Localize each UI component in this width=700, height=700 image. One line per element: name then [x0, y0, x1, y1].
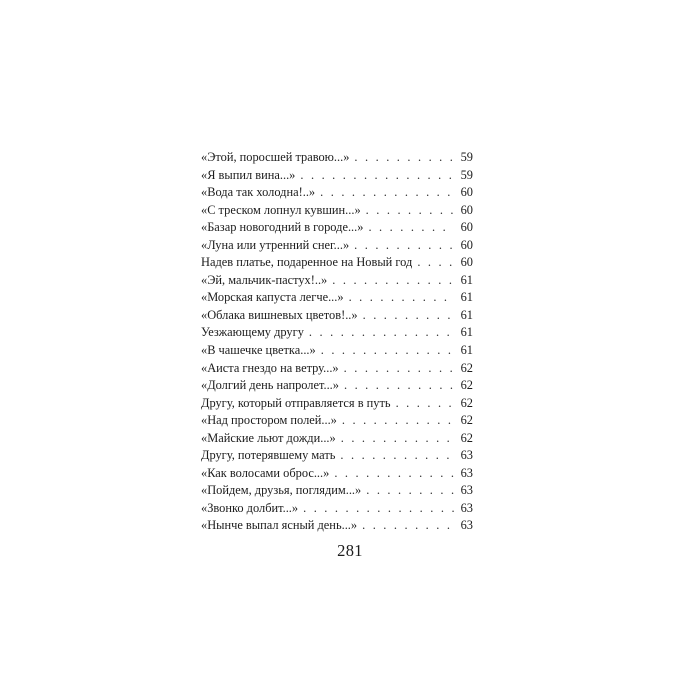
toc-entry: [201, 219, 473, 237]
toc-entry-page: 63: [460, 500, 473, 515]
toc-entry-page: 61: [460, 272, 473, 287]
dot-leader: [362, 517, 454, 535]
toc-entry-title: «Этой, поросшей травою...»: [201, 150, 350, 164]
dot-leader: [334, 465, 454, 483]
toc-entry: [201, 430, 473, 448]
toc-entry: [201, 237, 473, 255]
toc-entry-title: «Долгий день напролет...»: [201, 378, 339, 393]
toc-entry: [201, 360, 473, 378]
toc-entry-page: 63: [460, 483, 473, 498]
dot-leader: [344, 377, 454, 395]
toc-entry-title: «Как волосами оброс...»: [201, 465, 330, 480]
table-of-contents: [201, 149, 473, 535]
toc-entry-title: Другу, потерявшему мать: [201, 448, 336, 463]
toc-entry: [201, 395, 473, 413]
dot-leader: [300, 167, 454, 185]
dot-leader: [366, 202, 454, 220]
dot-leader: [340, 447, 454, 465]
toc-entry-page: 61: [460, 325, 473, 340]
toc-entry-title: Надев платье, подаренное на Новый год: [201, 255, 413, 270]
toc-entry-page: 60: [460, 185, 473, 200]
toc-entry-page: 63: [460, 518, 473, 533]
toc-entry-page: 62: [460, 395, 473, 410]
toc-entry: [201, 149, 473, 167]
dot-leader: [354, 149, 454, 167]
toc-entry-title: «В чашечке цветка...»: [201, 343, 316, 358]
toc-entry-title: «Аиста гнездо на ветру...»: [201, 360, 339, 375]
toc-entry: [201, 254, 473, 272]
toc-entry-title: «Звонко долбит...»: [201, 500, 299, 515]
toc-entry-title: Другу, который отправляется в путь: [201, 395, 391, 410]
toc-entry: [201, 447, 473, 465]
toc-entry: [201, 167, 473, 185]
toc-entry-page: 61: [460, 290, 473, 305]
dot-leader: [321, 342, 454, 360]
toc-entry-title: «Луна или утренний снег...»: [201, 237, 350, 252]
toc-entry: [201, 342, 473, 360]
toc-entry: [201, 289, 473, 307]
dot-leader: [303, 500, 454, 518]
dot-leader: [366, 482, 454, 500]
toc-entry-page: 62: [460, 360, 473, 375]
toc-entry-page: 61: [460, 343, 473, 358]
toc-entry: [201, 202, 473, 220]
dot-leader: [417, 254, 454, 272]
dot-leader: [363, 307, 454, 325]
toc-entry-title: «Вода так холодна!..»: [201, 185, 316, 200]
dot-leader: [342, 412, 454, 430]
toc-entry-title: «Морская капуста легче...»: [201, 290, 344, 305]
toc-entry-title: «С треском лопнул кувшин...»: [201, 202, 361, 217]
toc-entry: [201, 500, 473, 518]
toc-entry-title: Уезжающему другу: [201, 325, 304, 340]
toc-entry-page: 63: [460, 448, 473, 463]
toc-entry: [201, 184, 473, 202]
toc-entry: [201, 307, 473, 325]
toc-entry: [201, 482, 473, 500]
toc-entry-page: 62: [460, 378, 473, 393]
toc-entry-title: «Базар новогодний в городе...»: [201, 220, 364, 235]
toc-entry-page: 59: [460, 167, 473, 182]
toc-entry-title: «Майские льют дожди...»: [201, 430, 336, 445]
toc-entry-title: «Облака вишневых цветов!..»: [201, 307, 358, 322]
dot-leader: [320, 184, 454, 202]
dot-leader: [332, 272, 454, 290]
toc-entry-page: 60: [460, 220, 473, 235]
dot-leader: [396, 395, 454, 413]
toc-entry-title: «Пойдем, друзья, поглядим...»: [201, 483, 362, 498]
toc-entry: [201, 465, 473, 483]
toc-entry: [201, 272, 473, 290]
toc-entry: [201, 412, 473, 430]
toc-entry-page: 60: [460, 237, 473, 252]
toc-entry: [201, 377, 473, 395]
toc-entry: [201, 517, 473, 535]
toc-entry-title: «Я выпил вина...»: [201, 167, 296, 182]
dot-leader: [354, 237, 454, 255]
toc-entry: [201, 324, 473, 342]
dot-leader: [368, 219, 454, 237]
toc-entry-page: 60: [460, 202, 473, 217]
toc-entry-page: 59: [460, 150, 473, 164]
toc-entry-page: 62: [460, 430, 473, 445]
toc-entry-page: 62: [460, 413, 473, 428]
toc-entry-page: 63: [460, 465, 473, 480]
dot-leader: [349, 289, 454, 307]
dot-leader: [341, 430, 454, 448]
toc-entry-title: «Эй, мальчик-пастух!..»: [201, 272, 328, 287]
toc-entry-title: «Над простором полей...»: [201, 413, 337, 428]
toc-entry-title: «Нынче выпал ясный день...»: [201, 518, 358, 533]
dot-leader: [309, 324, 454, 342]
page-number: 281: [337, 541, 363, 560]
toc-entry-page: 61: [460, 307, 473, 322]
toc-entry-page: 60: [460, 255, 473, 270]
dot-leader: [344, 360, 454, 378]
